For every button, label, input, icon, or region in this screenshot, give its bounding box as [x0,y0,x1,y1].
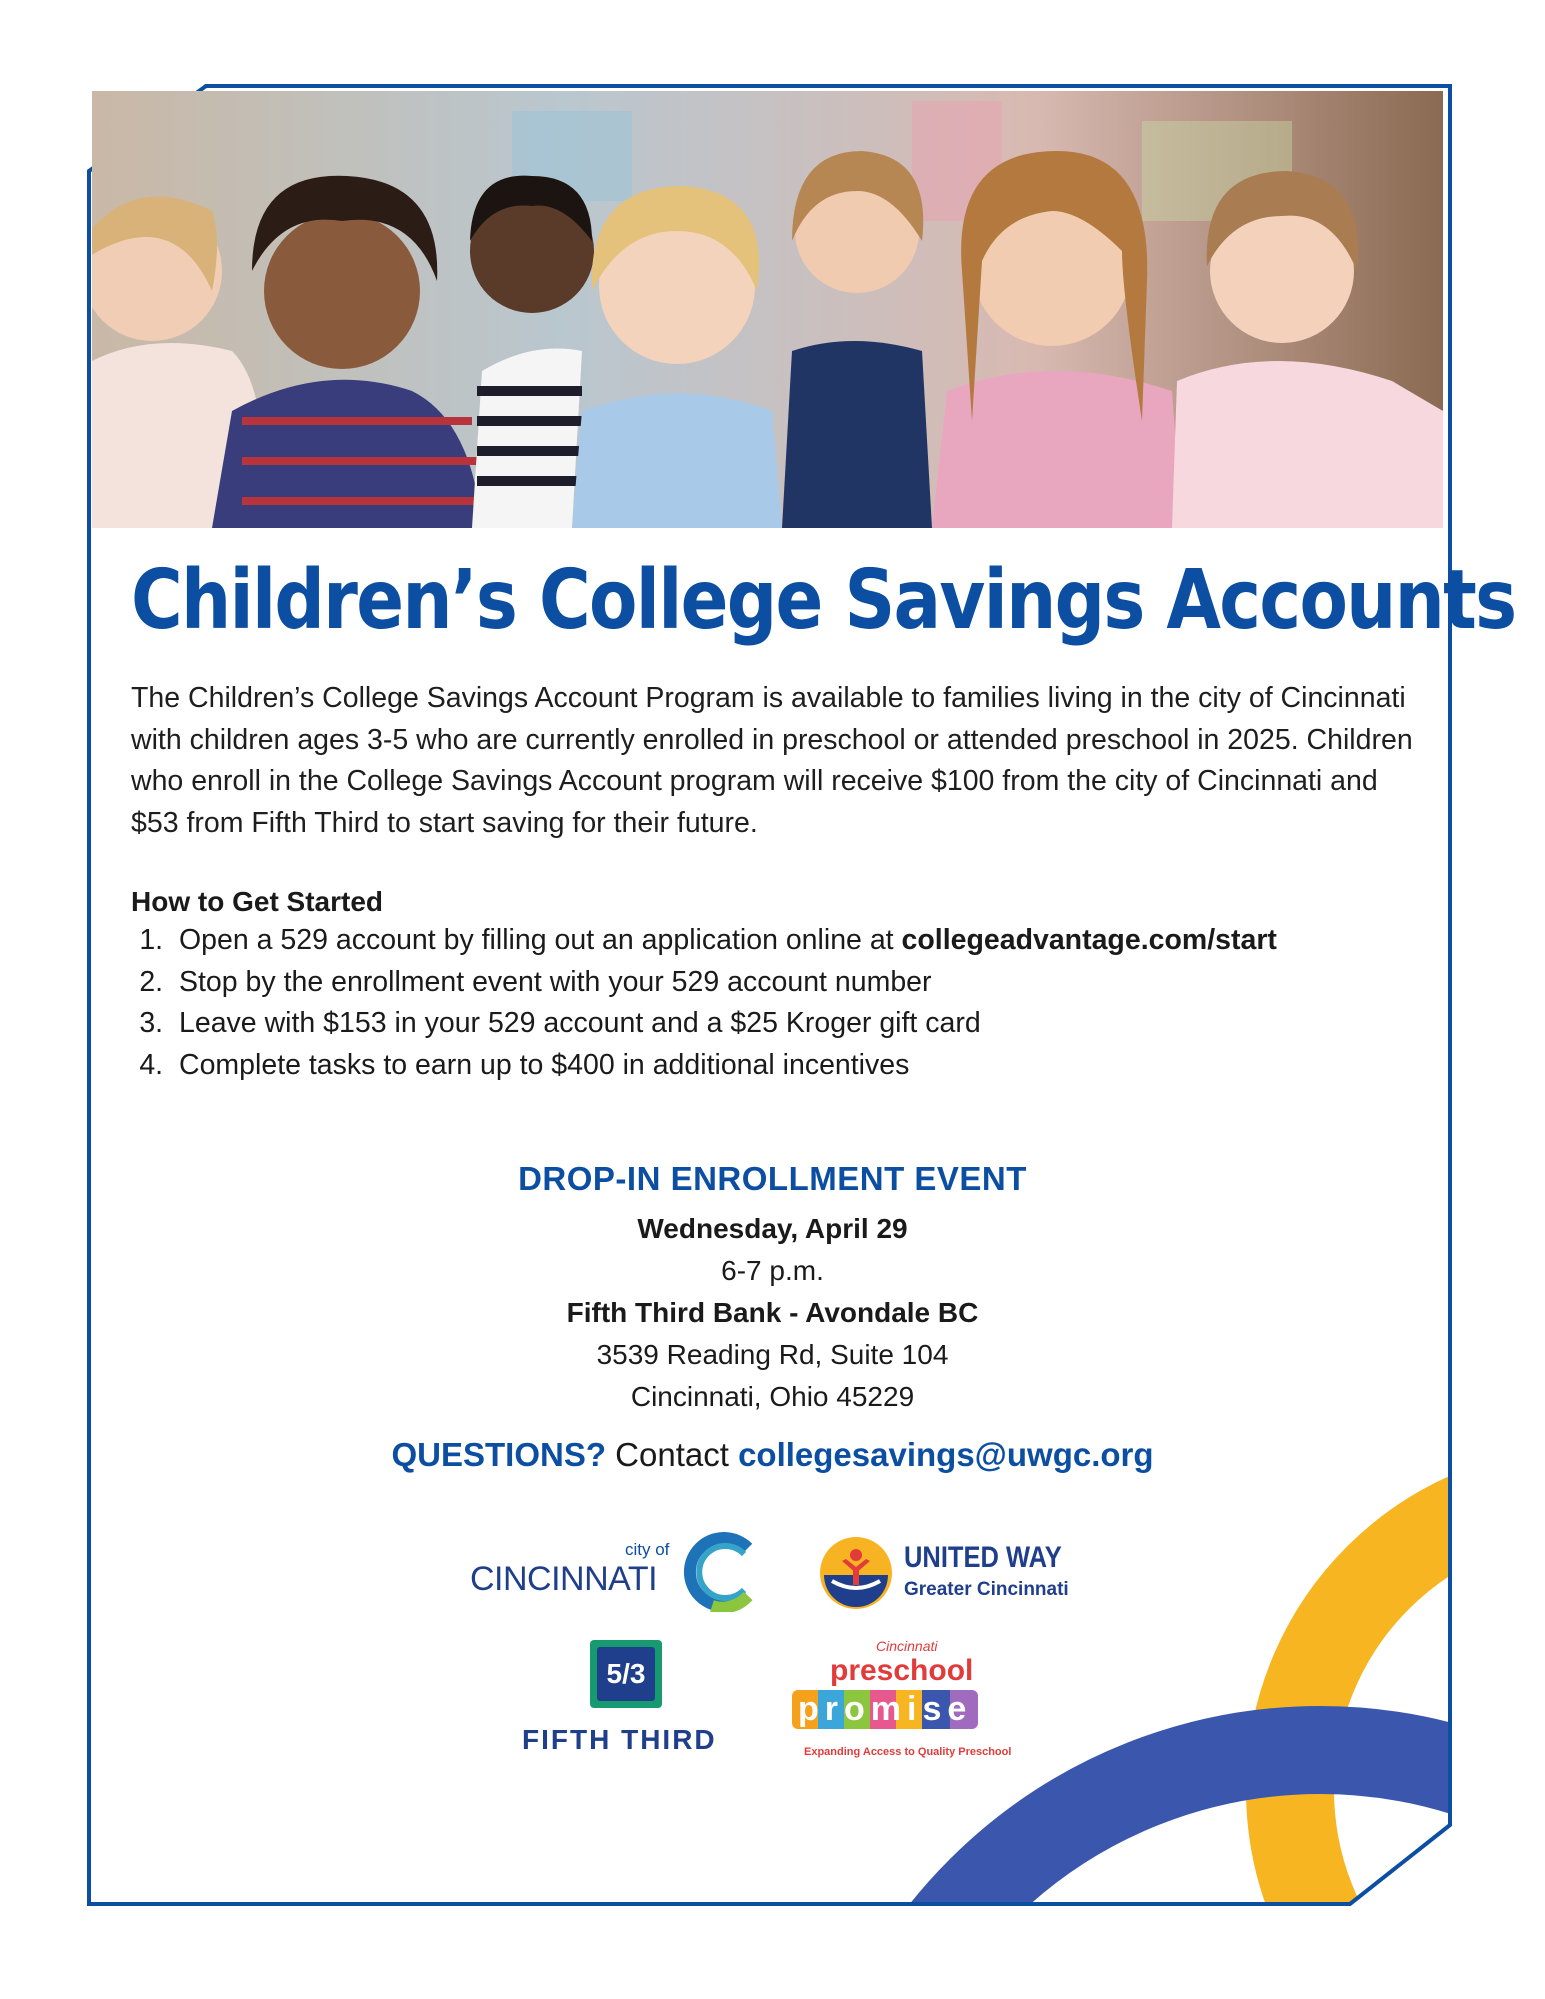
event-section [200,1160,1345,1474]
united-way-subtitle: Greater Cincinnati [904,1579,1069,1600]
event-title: DROP-IN ENROLLMENT EVENT [518,1160,1027,1197]
promise-tagline: Expanding Access to Quality Preschool [804,1746,1012,1758]
page-title: Children’s College Savings Accounts [131,553,1516,648]
steps-list [131,920,1421,1086]
questions-label: QUESTIONS? [391,1436,606,1473]
list-item: 3. Leave with $153 in your 529 account and a $25 Kroger gift card [171,1003,1421,1045]
fifth-third-logo [515,1640,735,1760]
main-content [131,553,1516,1086]
fifth-third-mark-text: 5/3 [597,1647,655,1701]
fifth-third-name: FIFTH THIRD [522,1724,717,1755]
united-way-title: UNITED WAY [904,1541,1062,1574]
list-item: 1. Open a 529 account by filling out an application online at collegeadvantage.com/start [171,920,1421,962]
event-address-line2: Cincinnati, Ohio 45229 [630,1381,915,1412]
questions-line [200,1436,1345,1474]
collegeadvantage-link[interactable]: collegeadvantage.com/start [901,924,1277,956]
event-venue: Fifth Third Bank - Avondale BC [566,1297,979,1328]
event-address-line1: 3539 Reading Rd, Suite 104 [596,1339,949,1370]
promise-mid-text: preschool [830,1654,974,1687]
hero-photo-children [92,91,1443,528]
steps-heading: How to Get Started [131,886,384,917]
intro-paragraph: The Children’s College Savings Account Program is available to families living in the city of Cincinnati with children ages 3-5 who are currently enrolled in preschool or attended preschool in 2025. Children who enroll in the College Savings Account program will receive $100 from the city of Cincinnati and $53 from Fifth Third to start saving for their future. [131,682,1413,839]
united-way-icon [818,1535,894,1611]
city-of-cincinnati-logo [470,1532,760,1612]
event-date: Wednesday, April 29 [637,1213,908,1244]
list-item: 2. Stop by the enrollment event with your 529 account number [171,962,1421,1004]
preschool-promise-logo [790,1638,1030,1768]
event-time: 6-7 p.m. [721,1255,824,1286]
cincinnati-c-icon [682,1532,760,1612]
decorative-indigo-arc [840,1750,1545,1999]
contact-email-link[interactable]: collegesavings@uwgc.org [738,1436,1154,1473]
logo-small-text: city of [625,1540,670,1559]
fifth-third-mark-icon [590,1640,662,1708]
promise-top-text: Cincinnati [876,1638,938,1654]
united-way-logo [818,1535,1098,1615]
list-item: 4. Complete tasks to earn up to $400 in additional incentives [171,1045,1421,1087]
promise-word: promise [792,1690,978,1729]
logo-main-text: CINCINNATI [470,1560,658,1598]
questions-contact: Contact [615,1436,729,1473]
